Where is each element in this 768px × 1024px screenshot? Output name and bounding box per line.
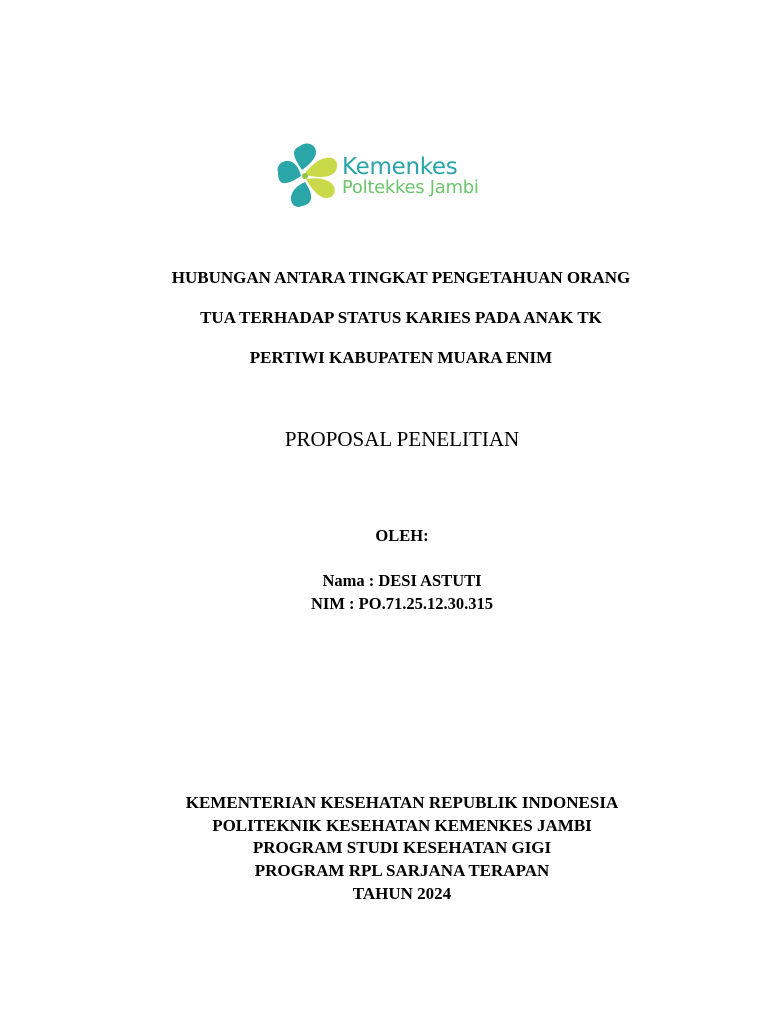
title-line-3: PERTIWI KABUPATEN MUARA ENIM xyxy=(249,348,553,367)
author-nim: NIM : PO.71.25.12.30.315 xyxy=(311,594,493,613)
kemenkes-logo xyxy=(276,140,516,216)
logo-text-poltekkes: Poltekkes Jambi xyxy=(342,177,479,198)
institution-line-study-program: PROGRAM STUDI KESEHATAN GIGI xyxy=(252,838,552,857)
author-name: Nama : DESI ASTUTI xyxy=(322,571,482,590)
kemenkes-logo-icon xyxy=(276,142,340,210)
document-type-heading: PROPOSAL PENELITIAN xyxy=(284,427,520,451)
author-by-label: OLEH: xyxy=(375,526,429,545)
institution-line-ministry: KEMENTERIAN KESEHATAN REPUBLIK INDONESIA xyxy=(185,793,619,812)
title-line-1: HUBUNGAN ANTARA TINGKAT PENGETAHUAN ORANG xyxy=(171,268,631,287)
institution-line-rpl-program: PROGRAM RPL SARJANA TERAPAN xyxy=(254,861,550,880)
logo-text-kemenkes: Kemenkes xyxy=(342,154,458,180)
institution-line-polytechnic: POLITEKNIK KESEHATAN KEMENKES JAMBI xyxy=(212,816,592,835)
institution-line-year: TAHUN 2024 xyxy=(352,884,452,903)
title-line-2: TUA TERHADAP STATUS KARIES PADA ANAK TK xyxy=(200,308,602,327)
